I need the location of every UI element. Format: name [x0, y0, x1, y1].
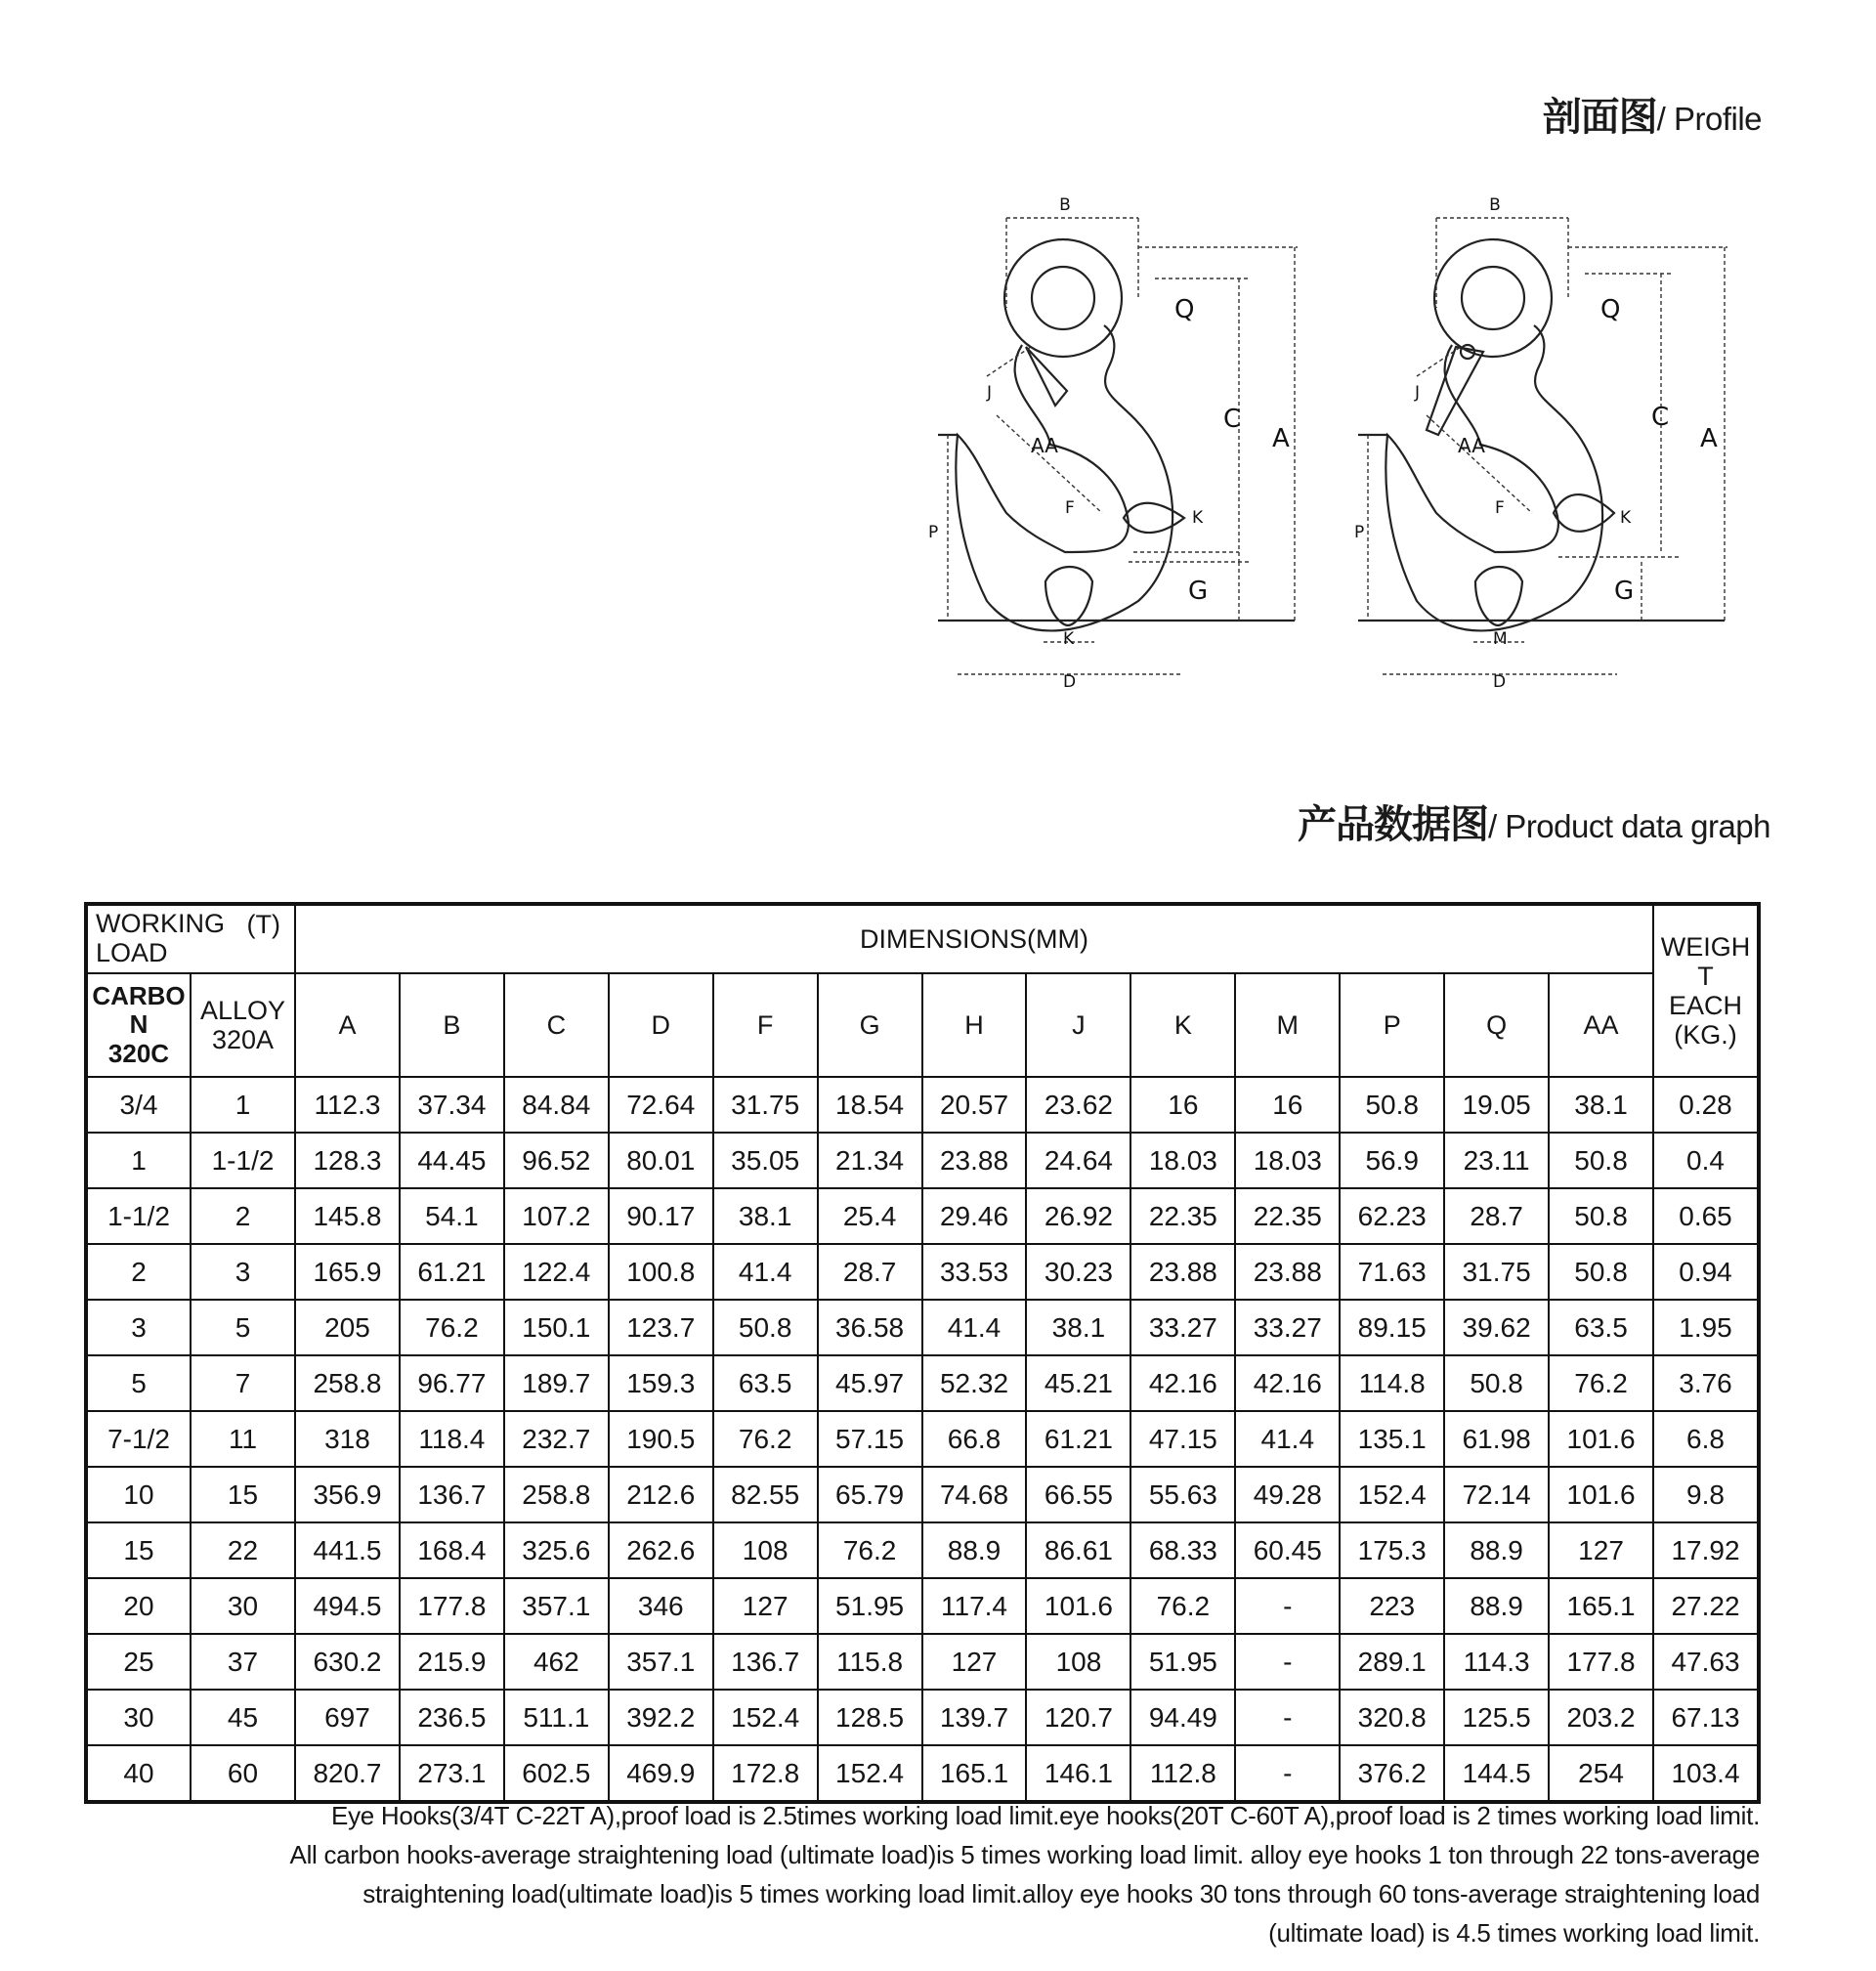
table-cell: 36.58	[818, 1300, 922, 1355]
table-cell: 139.7	[922, 1690, 1027, 1745]
table-cell: 6.8	[1653, 1411, 1759, 1467]
table-cell: 22.35	[1130, 1188, 1235, 1244]
table-cell: 68.33	[1130, 1522, 1235, 1578]
dim-label-a-right: A	[1700, 424, 1718, 453]
working-load-unit: (T)	[246, 910, 281, 940]
table-cell: 25.4	[818, 1188, 922, 1244]
table-cell: 61.98	[1444, 1411, 1549, 1467]
table-cell: 66.8	[922, 1411, 1027, 1467]
column-header-b: B	[400, 973, 504, 1077]
table-cell: 26.92	[1026, 1188, 1130, 1244]
table-row	[86, 1467, 1759, 1522]
table-cell: 107.2	[504, 1188, 609, 1244]
table-cell: 76.2	[818, 1522, 922, 1578]
table-cell: 19.05	[1444, 1077, 1549, 1133]
table-cell: -	[1235, 1690, 1340, 1745]
table-cell: 45.97	[818, 1355, 922, 1411]
table-cell: 177.8	[400, 1578, 504, 1634]
table-cell: 189.7	[504, 1355, 609, 1411]
table-cell: 29.46	[922, 1188, 1027, 1244]
table-cell: 205	[295, 1300, 400, 1355]
dim-label-j: J	[987, 383, 993, 403]
hook-drawing-right	[1354, 191, 1749, 704]
table-cell: 630.2	[295, 1634, 400, 1690]
table-cell: 273.1	[400, 1745, 504, 1802]
table-cell: 47.63	[1653, 1634, 1759, 1690]
table-cell: 15	[86, 1522, 191, 1578]
table-cell: 494.5	[295, 1578, 400, 1634]
table-cell: 16	[1130, 1077, 1235, 1133]
table-cell: 38.1	[713, 1188, 818, 1244]
table-cell: 18.03	[1235, 1133, 1340, 1188]
table-cell: 356.9	[295, 1467, 400, 1522]
table-row	[86, 1745, 1759, 1802]
table-cell: 820.7	[295, 1745, 400, 1802]
table-cell: 20	[86, 1578, 191, 1634]
table-cell: 37.34	[400, 1077, 504, 1133]
table-cell: 144.5	[1444, 1745, 1549, 1802]
dim-label-f: F	[1065, 498, 1075, 518]
table-cell: 101.6	[1026, 1578, 1130, 1634]
dim-label-q: Q	[1174, 295, 1195, 324]
table-cell: 108	[713, 1522, 818, 1578]
table-cell: 145.8	[295, 1188, 400, 1244]
table-cell: 50.8	[1549, 1244, 1653, 1300]
table-cell: 1-1/2	[86, 1188, 191, 1244]
alloy-line-1: ALLOY	[199, 995, 286, 1025]
table-cell: 23.88	[1130, 1244, 1235, 1300]
dim-label-aa-right: AA	[1458, 434, 1485, 457]
table-cell: 1	[191, 1077, 295, 1133]
table-cell: 67.13	[1653, 1690, 1759, 1745]
hook-profile-diagram-left	[928, 191, 1319, 704]
table-row	[86, 1522, 1759, 1578]
table-cell: 100.8	[609, 1244, 713, 1300]
profile-heading-cn: 剖面图	[1542, 95, 1657, 140]
table-cell: 86.61	[1026, 1522, 1130, 1578]
table-cell: 125.5	[1444, 1690, 1549, 1745]
weight-line-1: WEIGH	[1660, 931, 1751, 962]
table-cell: 63.5	[713, 1355, 818, 1411]
table-cell: 177.8	[1549, 1634, 1653, 1690]
table-cell: 40	[86, 1745, 191, 1802]
table-cell: 190.5	[609, 1411, 713, 1467]
table-cell: 123.7	[609, 1300, 713, 1355]
table-cell: 165.1	[1549, 1578, 1653, 1634]
table-cell: 23.88	[922, 1133, 1027, 1188]
table-cell: 112.8	[1130, 1745, 1235, 1802]
dim-label-k-bottom: K	[1063, 629, 1075, 649]
table-cell: 602.5	[504, 1745, 609, 1802]
table-cell: 57.15	[818, 1411, 922, 1467]
dim-label-d: D	[1063, 672, 1077, 692]
table-cell: 18.03	[1130, 1133, 1235, 1188]
table-cell: 165.1	[922, 1745, 1027, 1802]
dim-label-g: G	[1188, 577, 1209, 606]
table-cell: 0.65	[1653, 1188, 1759, 1244]
weight-line-2: T	[1697, 961, 1714, 991]
table-cell: 30	[86, 1690, 191, 1745]
table-cell: 357.1	[504, 1578, 609, 1634]
table-cell: 16	[1235, 1077, 1340, 1133]
table-cell: 44.45	[400, 1133, 504, 1188]
column-header-q: Q	[1444, 973, 1549, 1077]
alloy-line-2: 320A	[211, 1025, 275, 1054]
table-cell: 289.1	[1340, 1634, 1444, 1690]
working-load-header	[86, 904, 295, 973]
table-cell: 462	[504, 1634, 609, 1690]
table-cell: 45.21	[1026, 1355, 1130, 1411]
table-cell: 30.23	[1026, 1244, 1130, 1300]
table-cell: 122.4	[504, 1244, 609, 1300]
carbon-header	[86, 973, 191, 1077]
table-cell: 114.3	[1444, 1634, 1549, 1690]
table-cell: 223	[1340, 1578, 1444, 1634]
table-cell: 136.7	[400, 1467, 504, 1522]
table-row	[86, 1355, 1759, 1411]
table-cell: 28.7	[1444, 1188, 1549, 1244]
weight-line-4: (KG.)	[1674, 1020, 1737, 1050]
table-cell: 41.4	[922, 1300, 1027, 1355]
table-row	[86, 1133, 1759, 1188]
table-cell: 150.1	[504, 1300, 609, 1355]
column-header-k: K	[1130, 973, 1235, 1077]
table-cell: 120.7	[1026, 1690, 1130, 1745]
column-header-f: F	[713, 973, 818, 1077]
table-cell: 50.8	[1549, 1188, 1653, 1244]
dim-label-j-right: J	[1415, 383, 1421, 403]
table-cell: 50.8	[1340, 1077, 1444, 1133]
profile-heading	[1543, 86, 1762, 142]
table-cell: 41.4	[1235, 1411, 1340, 1467]
dim-label-q-right: Q	[1600, 295, 1621, 324]
table-cell: 3/4	[86, 1077, 191, 1133]
table-cell: 2	[191, 1188, 295, 1244]
table-row	[86, 1634, 1759, 1690]
data-heading-cn: 产品数据图	[1297, 802, 1488, 847]
table-cell: 203.2	[1549, 1690, 1653, 1745]
table-row	[86, 1578, 1759, 1634]
table-cell: 5	[86, 1355, 191, 1411]
table-cell: 318	[295, 1411, 400, 1467]
table-cell: 152.4	[1340, 1467, 1444, 1522]
dim-label-m: M	[1493, 629, 1508, 649]
table-cell: 262.6	[609, 1522, 713, 1578]
column-header-g: G	[818, 973, 922, 1077]
table-cell: 62.23	[1340, 1188, 1444, 1244]
table-cell: 135.1	[1340, 1411, 1444, 1467]
table-cell: 39.62	[1444, 1300, 1549, 1355]
table-cell: 45	[191, 1690, 295, 1745]
table-cell: 441.5	[295, 1522, 400, 1578]
table-cell: 24.64	[1026, 1133, 1130, 1188]
table-cell: 94.49	[1130, 1690, 1235, 1745]
table-cell: 11	[191, 1411, 295, 1467]
table-cell: 112.3	[295, 1077, 400, 1133]
table-cell: 52.32	[922, 1355, 1027, 1411]
table-cell: 0.94	[1653, 1244, 1759, 1300]
table-cell: 50.8	[1444, 1355, 1549, 1411]
table-cell: 117.4	[922, 1578, 1027, 1634]
table-cell: 33.27	[1235, 1300, 1340, 1355]
table-cell: 96.52	[504, 1133, 609, 1188]
table-cell: 33.53	[922, 1244, 1027, 1300]
table-cell: 101.6	[1549, 1411, 1653, 1467]
table-cell: 115.8	[818, 1634, 922, 1690]
carbon-line-2: N	[129, 1009, 149, 1040]
table-cell: 136.7	[713, 1634, 818, 1690]
table-cell: 25	[86, 1634, 191, 1690]
table-cell: 159.3	[609, 1355, 713, 1411]
column-header-aa: AA	[1549, 973, 1653, 1077]
table-cell: 3.76	[1653, 1355, 1759, 1411]
table-cell: 103.4	[1653, 1745, 1759, 1802]
column-header-c: C	[504, 973, 609, 1077]
table-cell: 88.9	[1444, 1522, 1549, 1578]
table-cell: 35.05	[713, 1133, 818, 1188]
table-row	[86, 1690, 1759, 1745]
table-cell: 65.79	[818, 1467, 922, 1522]
table-cell: 2	[86, 1244, 191, 1300]
table-cell: 71.63	[1340, 1244, 1444, 1300]
table-cell: 89.15	[1340, 1300, 1444, 1355]
table-cell: 469.9	[609, 1745, 713, 1802]
table-cell: 1-1/2	[191, 1133, 295, 1188]
table-cell: 152.4	[818, 1745, 922, 1802]
table-cell: 168.4	[400, 1522, 504, 1578]
table-cell: 76.2	[1549, 1355, 1653, 1411]
table-cell: 101.6	[1549, 1467, 1653, 1522]
table-cell: 0.4	[1653, 1133, 1759, 1188]
table-cell: 54.1	[400, 1188, 504, 1244]
table-cell: 127	[1549, 1522, 1653, 1578]
table-cell: 63.5	[1549, 1300, 1653, 1355]
table-cell: 1.95	[1653, 1300, 1759, 1355]
table-cell: 357.1	[609, 1634, 713, 1690]
table-cell: 127	[713, 1578, 818, 1634]
table-cell: 51.95	[818, 1578, 922, 1634]
column-header-a: A	[295, 973, 400, 1077]
table-cell: 215.9	[400, 1634, 504, 1690]
table-cell: 128.3	[295, 1133, 400, 1188]
data-heading-en: / Product data graph	[1487, 808, 1770, 844]
column-header-h: H	[922, 973, 1027, 1077]
data-heading	[1298, 793, 1770, 849]
table-cell: 22.35	[1235, 1188, 1340, 1244]
table-cell: 72.64	[609, 1077, 713, 1133]
carbon-line-3: 320C	[107, 1038, 170, 1068]
column-header-j: J	[1026, 973, 1130, 1077]
table-cell: 37	[191, 1634, 295, 1690]
table-cell: 1	[86, 1133, 191, 1188]
table-cell: 47.15	[1130, 1411, 1235, 1467]
table-cell: 254	[1549, 1745, 1653, 1802]
note-line-4: (ultimate load) is 4.5 times working load limit.	[1268, 1918, 1760, 1948]
note-line-1: Eye Hooks(3/4T C-22T A),proof load is 2.5times working load limit.eye hooks(20T C-60T A),proof load is 2 times working load limit.	[331, 1801, 1760, 1830]
table-cell: 38.1	[1026, 1300, 1130, 1355]
dim-label-k-right: K	[1620, 508, 1632, 528]
table-row	[86, 1188, 1759, 1244]
note-line-2: All carbon hooks-average straightening load (ultimate load)is 5 times working load limit. alloy eye hooks 1 ton through 22 tons-average	[289, 1840, 1760, 1869]
dim-label-b-right: B	[1489, 195, 1501, 215]
table-cell: 23.88	[1235, 1244, 1340, 1300]
table-row	[86, 1411, 1759, 1467]
table-cell: 61.21	[400, 1244, 504, 1300]
table-cell: 258.8	[504, 1467, 609, 1522]
table-cell: 23.62	[1026, 1077, 1130, 1133]
table-cell: 346	[609, 1578, 713, 1634]
note-line-3: straightening load(ultimate load)is 5 times working load limit.alloy eye hooks 30 tons through 60 tons-average straightening load	[362, 1879, 1760, 1908]
table-cell: 61.21	[1026, 1411, 1130, 1467]
column-header-d: D	[609, 973, 713, 1077]
dim-label-aa: AA	[1031, 434, 1058, 457]
table-cell: 697	[295, 1690, 400, 1745]
table-cell: 28.7	[818, 1244, 922, 1300]
table-cell: 72.14	[1444, 1467, 1549, 1522]
table-cell: 88.9	[922, 1522, 1027, 1578]
table-cell: 325.6	[504, 1522, 609, 1578]
dim-label-p-right: P	[1354, 523, 1365, 542]
dim-label-c-right: C	[1651, 403, 1670, 432]
product-data-table	[84, 902, 1761, 1804]
weight-header	[1653, 904, 1759, 1077]
table-cell: 320.8	[1340, 1690, 1444, 1745]
table-cell: 33.27	[1130, 1300, 1235, 1355]
table-cell: 3	[191, 1244, 295, 1300]
table-cell: 42.16	[1235, 1355, 1340, 1411]
column-header-m: M	[1235, 973, 1340, 1077]
table-cell: 82.55	[713, 1467, 818, 1522]
table-cell: 392.2	[609, 1690, 713, 1745]
table-cell: 127	[922, 1634, 1027, 1690]
table-cell: 23.11	[1444, 1133, 1549, 1188]
table-cell: 175.3	[1340, 1522, 1444, 1578]
load-notes	[99, 1796, 1760, 1952]
table-cell: 9.8	[1653, 1467, 1759, 1522]
table-cell: 152.4	[713, 1690, 818, 1745]
table-cell: 114.8	[1340, 1355, 1444, 1411]
table-cell: 38.1	[1549, 1077, 1653, 1133]
table-cell: 7	[191, 1355, 295, 1411]
dim-label-d-right: D	[1493, 672, 1507, 692]
dim-label-g-right: G	[1614, 577, 1635, 606]
carbon-line-1: CARBO	[92, 981, 186, 1011]
table-cell: -	[1235, 1634, 1340, 1690]
table-cell: 60	[191, 1745, 295, 1802]
table-cell: 96.77	[400, 1355, 504, 1411]
column-header-p: P	[1340, 973, 1444, 1077]
table-cell: 17.92	[1653, 1522, 1759, 1578]
table-cell: 236.5	[400, 1690, 504, 1745]
table-cell: 76.2	[1130, 1578, 1235, 1634]
table-row	[86, 1077, 1759, 1133]
table-cell: 50.8	[1549, 1133, 1653, 1188]
table-row	[86, 1300, 1759, 1355]
table-cell: 42.16	[1130, 1355, 1235, 1411]
table-cell: 5	[191, 1300, 295, 1355]
working-load-label: WORKING LOAD	[96, 909, 225, 967]
table-cell: 108	[1026, 1634, 1130, 1690]
table-cell: 146.1	[1026, 1745, 1130, 1802]
table-cell: 31.75	[1444, 1244, 1549, 1300]
table-cell: 31.75	[713, 1077, 818, 1133]
table-cell: 10	[86, 1467, 191, 1522]
table-cell: 15	[191, 1467, 295, 1522]
table-cell: 80.01	[609, 1133, 713, 1188]
table-cell: 0.28	[1653, 1077, 1759, 1133]
table-row	[86, 1244, 1759, 1300]
table-cell: 90.17	[609, 1188, 713, 1244]
table-cell: 165.9	[295, 1244, 400, 1300]
table-cell: 60.45	[1235, 1522, 1340, 1578]
table-cell: 21.34	[818, 1133, 922, 1188]
table-cell: 212.6	[609, 1467, 713, 1522]
alloy-header	[191, 973, 295, 1077]
table-cell: 84.84	[504, 1077, 609, 1133]
dim-label-a: A	[1272, 424, 1290, 453]
table-cell: 258.8	[295, 1355, 400, 1411]
dim-label-b: B	[1059, 195, 1071, 215]
table-cell: 128.5	[818, 1690, 922, 1745]
dim-label-p: P	[928, 523, 939, 542]
table-cell: 30	[191, 1578, 295, 1634]
dim-label-f-right: F	[1495, 498, 1505, 518]
table-cell: 88.9	[1444, 1578, 1549, 1634]
dimensions-header: DIMENSIONS(MM)	[295, 904, 1653, 973]
table-cell: 55.63	[1130, 1467, 1235, 1522]
dim-label-c: C	[1223, 405, 1242, 434]
hook-profile-diagram-right	[1354, 191, 1749, 704]
table-cell: 511.1	[504, 1690, 609, 1745]
table-cell: 7-1/2	[86, 1411, 191, 1467]
table-cell: 41.4	[713, 1244, 818, 1300]
table-cell: -	[1235, 1745, 1340, 1802]
hook-drawing-left	[928, 191, 1319, 704]
table-cell: 66.55	[1026, 1467, 1130, 1522]
table-cell: 51.95	[1130, 1634, 1235, 1690]
table-cell: 74.68	[922, 1467, 1027, 1522]
table-cell: 76.2	[400, 1300, 504, 1355]
table-cell: 49.28	[1235, 1467, 1340, 1522]
table-cell: -	[1235, 1578, 1340, 1634]
table-cell: 118.4	[400, 1411, 504, 1467]
table-cell: 56.9	[1340, 1133, 1444, 1188]
dim-label-k: K	[1192, 508, 1204, 528]
table-cell: 172.8	[713, 1745, 818, 1802]
table-cell: 22	[191, 1522, 295, 1578]
table-cell: 76.2	[713, 1411, 818, 1467]
table-cell: 376.2	[1340, 1745, 1444, 1802]
table-cell: 3	[86, 1300, 191, 1355]
table-cell: 20.57	[922, 1077, 1027, 1133]
table-cell: 18.54	[818, 1077, 922, 1133]
weight-line-3: EACH	[1668, 991, 1742, 1020]
table-cell: 27.22	[1653, 1578, 1759, 1634]
table-cell: 232.7	[504, 1411, 609, 1467]
table-cell: 50.8	[713, 1300, 818, 1355]
profile-heading-en: / Profile	[1656, 101, 1762, 137]
